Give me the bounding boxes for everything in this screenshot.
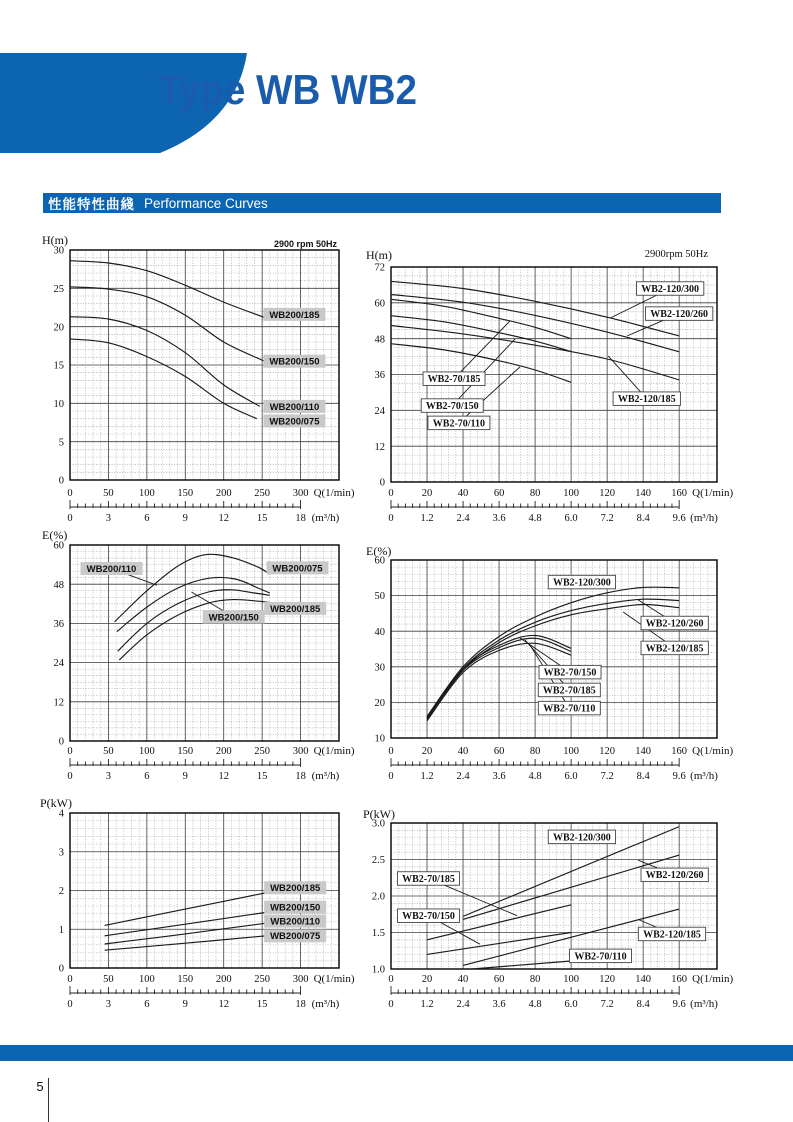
svg-text:(m³/h): (m³/h) (311, 770, 340, 782)
svg-text:6: 6 (144, 771, 150, 782)
svg-text:300: 300 (292, 488, 309, 499)
svg-text:80: 80 (529, 488, 541, 499)
svg-text:160: 160 (671, 974, 688, 985)
svg-text:2: 2 (58, 886, 64, 898)
svg-text:(m³/h): (m³/h) (690, 770, 718, 782)
svg-text:2900rpm 50Hz: 2900rpm 50Hz (644, 249, 708, 260)
svg-text:WB200/185: WB200/185 (270, 883, 321, 895)
section-header (43, 193, 721, 213)
svg-text:4.8: 4.8 (528, 513, 542, 524)
svg-text:WB2-120/300: WB2-120/300 (641, 283, 700, 295)
svg-text:100: 100 (563, 746, 579, 757)
svg-text:6.0: 6.0 (564, 771, 578, 782)
svg-text:9.6: 9.6 (672, 771, 686, 782)
svg-text:200: 200 (215, 974, 232, 985)
svg-text:(m³/h): (m³/h) (311, 512, 340, 524)
svg-text:60: 60 (374, 298, 385, 310)
svg-text:150: 150 (177, 974, 194, 985)
svg-text:Q(1/min): Q(1/min) (692, 487, 734, 499)
svg-text:160: 160 (671, 488, 688, 499)
svg-text:250: 250 (254, 974, 271, 985)
svg-text:24: 24 (374, 405, 385, 417)
svg-text:150: 150 (177, 746, 194, 757)
svg-text:100: 100 (138, 974, 155, 985)
svg-text:50: 50 (374, 591, 385, 603)
svg-text:15: 15 (53, 360, 64, 372)
svg-text:WB200/110: WB200/110 (269, 401, 320, 413)
svg-text:0: 0 (67, 513, 73, 524)
svg-text:WB2-120/300: WB2-120/300 (553, 577, 611, 589)
svg-text:120: 120 (599, 488, 616, 499)
svg-text:WB200/185: WB200/185 (269, 309, 320, 321)
svg-text:7.2: 7.2 (600, 771, 614, 782)
section-label-zh: 性能特性曲綫 (48, 197, 135, 212)
svg-text:3: 3 (105, 999, 112, 1010)
svg-text:WB2-70/185: WB2-70/185 (402, 873, 455, 885)
svg-text:80: 80 (529, 974, 541, 985)
svg-text:12: 12 (53, 697, 64, 709)
svg-text:10: 10 (374, 733, 385, 745)
svg-text:30: 30 (374, 662, 385, 674)
svg-text:WB2-70/110: WB2-70/110 (432, 418, 486, 430)
svg-text:7.2: 7.2 (600, 513, 614, 524)
svg-text:60: 60 (374, 555, 385, 567)
svg-text:150: 150 (177, 488, 194, 499)
svg-text:30: 30 (53, 245, 64, 257)
svg-text:1.5: 1.5 (371, 928, 385, 940)
svg-text:60: 60 (53, 540, 64, 552)
svg-text:WB200/110: WB200/110 (270, 916, 321, 928)
svg-text:P(kW): P(kW) (363, 807, 395, 821)
svg-text:0: 0 (67, 999, 73, 1010)
svg-text:(m³/h): (m³/h) (690, 998, 718, 1010)
svg-text:140: 140 (635, 974, 652, 985)
svg-text:WB2-70/185: WB2-70/185 (542, 685, 596, 697)
svg-text:200: 200 (215, 746, 232, 757)
svg-text:2.4: 2.4 (456, 771, 470, 782)
svg-text:300: 300 (292, 974, 309, 985)
svg-text:H(m): H(m) (366, 248, 392, 262)
svg-text:3.6: 3.6 (492, 513, 506, 524)
svg-text:2.0: 2.0 (371, 891, 385, 903)
curve-WB200/110 (105, 923, 270, 944)
svg-text:9.6: 9.6 (672, 513, 686, 524)
svg-text:Q(1/min): Q(1/min) (692, 745, 734, 757)
svg-text:250: 250 (254, 488, 271, 499)
svg-text:0: 0 (388, 488, 394, 499)
svg-text:3: 3 (58, 847, 64, 859)
svg-text:12: 12 (218, 999, 229, 1010)
svg-text:(m³/h): (m³/h) (311, 998, 340, 1010)
svg-text:9.6: 9.6 (672, 999, 686, 1010)
svg-text:160: 160 (671, 746, 688, 757)
svg-text:15: 15 (256, 999, 268, 1010)
svg-text:1.2: 1.2 (420, 999, 434, 1010)
svg-text:250: 250 (254, 746, 271, 757)
svg-text:WB2-120/185: WB2-120/185 (643, 929, 701, 941)
svg-text:25: 25 (53, 283, 64, 295)
svg-text:H(m): H(m) (42, 233, 68, 247)
curve-WB2-70/110 (472, 961, 571, 969)
svg-text:0: 0 (388, 513, 394, 524)
svg-text:60: 60 (493, 974, 505, 985)
svg-text:120: 120 (599, 746, 616, 757)
svg-text:WB200/150: WB200/150 (269, 356, 320, 368)
svg-text:20: 20 (374, 698, 385, 709)
svg-text:WB200/075: WB200/075 (272, 563, 323, 575)
svg-text:3: 3 (105, 771, 112, 782)
svg-text:WB2-70/150: WB2-70/150 (543, 667, 597, 679)
svg-text:9: 9 (182, 513, 188, 524)
svg-text:1.0: 1.0 (371, 964, 385, 976)
svg-text:0: 0 (58, 963, 64, 975)
svg-text:0: 0 (67, 746, 73, 757)
chart-wb2-head (366, 248, 733, 524)
svg-text:9: 9 (182, 999, 188, 1010)
svg-text:Q(1/min): Q(1/min) (313, 745, 355, 757)
svg-text:WB2-120/185: WB2-120/185 (645, 643, 704, 655)
svg-text:36: 36 (53, 619, 64, 630)
svg-text:4.8: 4.8 (528, 771, 542, 782)
svg-text:WB2-70/150: WB2-70/150 (402, 911, 455, 923)
svg-text:15: 15 (256, 771, 268, 782)
svg-text:8.4: 8.4 (636, 999, 650, 1010)
svg-text:36: 36 (374, 370, 385, 382)
chart-wb200-eff (42, 528, 355, 782)
svg-text:Q(1/min): Q(1/min) (313, 973, 355, 985)
svg-text:80: 80 (529, 746, 541, 757)
svg-text:3.6: 3.6 (492, 999, 506, 1010)
curve-WB200/110 (70, 317, 260, 407)
svg-text:60: 60 (493, 746, 505, 757)
svg-text:2.4: 2.4 (456, 513, 470, 524)
svg-text:0: 0 (67, 974, 73, 985)
svg-text:3: 3 (105, 513, 112, 524)
chart-wb2-power (363, 807, 733, 1010)
svg-text:WB2-70/110: WB2-70/110 (574, 951, 627, 963)
svg-text:2.4: 2.4 (456, 999, 470, 1010)
page-number: 5 (36, 1079, 44, 1094)
curve-WB200/185 (105, 892, 270, 925)
svg-text:100: 100 (138, 488, 155, 499)
svg-text:4: 4 (58, 808, 64, 820)
svg-text:WB2-70/150: WB2-70/150 (425, 400, 479, 412)
page-title: Type WB WB2 (158, 66, 418, 113)
svg-text:8.4: 8.4 (636, 771, 650, 782)
svg-text:120: 120 (599, 974, 616, 985)
svg-text:(m³/h): (m³/h) (690, 512, 718, 524)
svg-text:100: 100 (138, 746, 155, 757)
svg-text:WB2-120/185: WB2-120/185 (617, 394, 676, 406)
svg-text:WB200/075: WB200/075 (270, 931, 321, 943)
svg-text:0: 0 (388, 771, 394, 782)
svg-text:200: 200 (215, 488, 232, 499)
svg-text:60: 60 (493, 488, 505, 499)
svg-text:P(kW): P(kW) (40, 796, 72, 810)
svg-text:Q(1/min): Q(1/min) (313, 487, 355, 499)
svg-text:3.6: 3.6 (492, 771, 506, 782)
svg-text:WB200/150: WB200/150 (208, 612, 259, 624)
svg-text:WB2-120/260: WB2-120/260 (650, 308, 709, 320)
svg-text:40: 40 (457, 974, 469, 985)
svg-text:WB2-120/260: WB2-120/260 (645, 618, 704, 630)
svg-text:E(%): E(%) (42, 528, 68, 542)
svg-text:18: 18 (295, 999, 306, 1010)
curve-WB200/075 (70, 339, 257, 419)
svg-text:WB200/110: WB200/110 (86, 563, 137, 575)
svg-text:7.2: 7.2 (600, 999, 614, 1010)
svg-text:20: 20 (421, 746, 433, 757)
svg-text:12: 12 (218, 771, 229, 782)
svg-text:40: 40 (457, 488, 469, 499)
section-label-en: Performance Curves (144, 195, 268, 211)
svg-text:1.2: 1.2 (420, 513, 434, 524)
svg-text:48: 48 (53, 579, 64, 591)
svg-text:18: 18 (295, 513, 306, 524)
svg-text:0: 0 (379, 477, 385, 489)
svg-text:WB200/150: WB200/150 (270, 902, 321, 914)
svg-text:3.0: 3.0 (371, 818, 385, 830)
svg-text:300: 300 (292, 746, 309, 757)
svg-text:WB200/075: WB200/075 (269, 416, 320, 428)
svg-text:72: 72 (374, 262, 385, 274)
svg-text:2900 rpm 50Hz: 2900 rpm 50Hz (273, 239, 337, 249)
svg-text:50: 50 (103, 974, 114, 985)
svg-text:24: 24 (53, 658, 64, 670)
svg-text:0: 0 (388, 999, 394, 1010)
svg-text:5: 5 (58, 437, 64, 449)
svg-text:140: 140 (635, 488, 652, 499)
svg-text:8.4: 8.4 (636, 513, 650, 524)
svg-text:50: 50 (103, 488, 114, 499)
svg-text:140: 140 (635, 746, 652, 757)
curve-WB200/150 (70, 287, 264, 361)
svg-text:9: 9 (182, 771, 188, 782)
svg-text:WB2-120/260: WB2-120/260 (645, 870, 704, 882)
svg-text:20: 20 (421, 974, 433, 985)
svg-text:0: 0 (67, 771, 73, 782)
svg-text:4.8: 4.8 (528, 999, 542, 1010)
chart-wb200-power (40, 796, 355, 1010)
svg-text:0: 0 (67, 488, 73, 499)
curve-WB200/185 (70, 261, 264, 318)
svg-text:0: 0 (388, 974, 394, 985)
chart-wb200-head (42, 233, 355, 524)
svg-text:20: 20 (53, 322, 64, 334)
svg-text:12: 12 (374, 441, 385, 453)
svg-text:12: 12 (218, 513, 229, 524)
svg-text:WB2-70/110: WB2-70/110 (543, 703, 596, 715)
svg-text:2.5: 2.5 (371, 855, 385, 867)
svg-text:48: 48 (374, 334, 385, 346)
svg-text:50: 50 (103, 746, 114, 757)
svg-text:WB200/185: WB200/185 (270, 603, 321, 615)
svg-text:100: 100 (563, 488, 579, 499)
svg-text:15: 15 (256, 513, 268, 524)
svg-text:6: 6 (144, 513, 150, 524)
svg-text:20: 20 (421, 488, 433, 499)
svg-text:E(%): E(%) (366, 544, 392, 558)
svg-text:1.2: 1.2 (420, 771, 434, 782)
svg-text:40: 40 (374, 626, 385, 638)
svg-text:0: 0 (388, 746, 394, 757)
curve-WB200/150 (105, 912, 270, 936)
svg-text:0: 0 (58, 736, 64, 748)
chart-wb2-eff (366, 544, 733, 782)
svg-text:18: 18 (295, 771, 306, 782)
svg-text:100: 100 (563, 974, 579, 985)
svg-text:0: 0 (58, 475, 64, 487)
svg-text:6.0: 6.0 (564, 513, 578, 524)
svg-text:Q(1/min): Q(1/min) (692, 973, 734, 985)
svg-text:1: 1 (58, 924, 64, 936)
svg-text:40: 40 (457, 746, 469, 757)
svg-text:WB2-70/185: WB2-70/185 (427, 374, 481, 386)
svg-text:6: 6 (144, 999, 150, 1010)
svg-text:6.0: 6.0 (564, 999, 578, 1010)
svg-text:WB2-120/300: WB2-120/300 (553, 832, 611, 844)
svg-text:10: 10 (53, 398, 64, 410)
